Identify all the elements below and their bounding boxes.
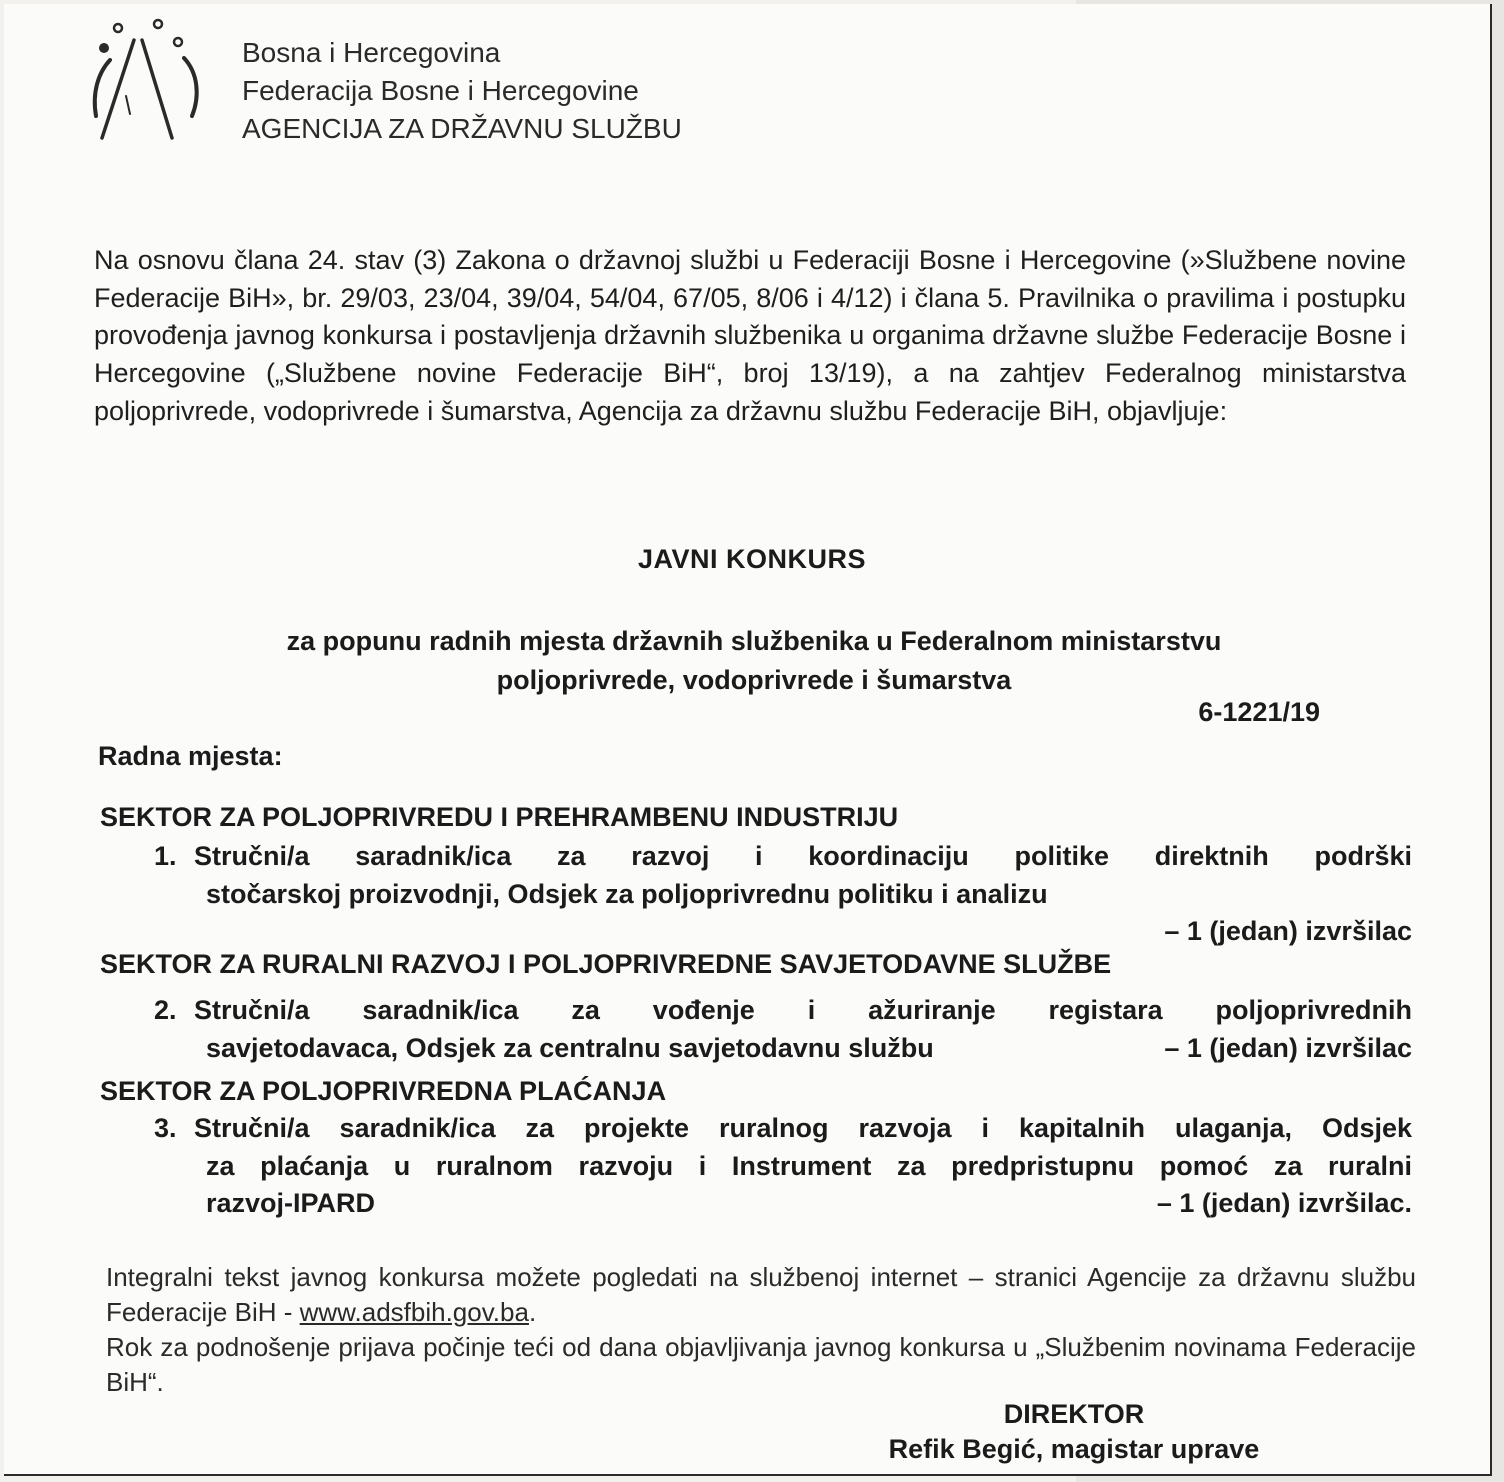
position-3-number: 3.	[154, 1113, 177, 1143]
position-1	[154, 838, 1412, 951]
intro-paragraph: Na osnovu člana 24. stav (3) Zakona o državnoj službi u Federaciji Bosne i Hercegovine (»Službene novine Federacije BiH», br. 29/03, 23/04, 39/04, 54/04, 67/05, 8/06 i 4/12) i člana 5. Pravilnika o pravilima i postupku provođenja javnog konkursa i postavljenja državnih službenika u organima državne službe Federacije Bosne i Hercegovine („Službene novine Federacije BiH“, broj 13/19), a na zahtjev Federalnog ministarstva poljoprivrede, vodoprivrede i šumarstva, Agencija za državnu službu Federacije BiH, objavljuje:	[94, 245, 1406, 426]
position-2	[154, 992, 1412, 1067]
position-3-line-2: za plaćanja u ruralnom razvoju i Instrument za predpristupnu pomoć za ruralni	[206, 1150, 1412, 1181]
signature-block	[854, 1397, 1294, 1467]
sector-1-name: SEKTOR ZA POLJOPRIVREDU I PREHRAMBENU INDUSTRIJU	[100, 802, 899, 832]
position-3-count: – 1 (jedan) izvršilac.	[1156, 1188, 1412, 1218]
position-2-line-2: savjetodavaca, Odsjek za centralnu savjetodavnu službu	[206, 1032, 934, 1063]
footer-text-1: Integralni tekst javnog konkursa možete pogledati na službenoj internet – stranici Agencije za državnu službu Federacije BiH -	[106, 1262, 1416, 1327]
sector-3-name: SEKTOR ZA POLJOPRIVREDNA PLAĆANJA	[100, 1076, 667, 1106]
position-1-count: – 1 (jedan) izvršilac	[1164, 916, 1412, 946]
sector-2-name: SEKTOR ZA RURALNI RAZVOJ I POLJOPRIVREDNE SAVJETODAVNE SLUŽBE	[100, 949, 1112, 979]
position-3-line-1: Stručni/a saradnik/ica za projekte ruralnog razvoja i kapitalnih ulaganja, Odsjek	[194, 1113, 1412, 1143]
footer-text-1-end: .	[528, 1297, 537, 1327]
reference-number: 6-1221/19	[1198, 697, 1320, 727]
footer-text	[106, 1260, 1416, 1400]
position-3	[154, 1110, 1412, 1223]
position-2-line-1: Stručni/a saradnik/ica za vođenje i ažuriranje registara poljoprivrednih	[194, 995, 1412, 1025]
subtitle-line-2: poljoprivrede, vodoprivrede i šumarstva	[496, 665, 1012, 695]
agency-logo-icon	[88, 18, 216, 148]
signature-role: DIREKTOR	[1003, 1399, 1145, 1429]
agency-website-link[interactable]: www.adsfbih.gov.ba	[299, 1297, 529, 1327]
header-country: Bosna i Hercegovina	[242, 37, 501, 68]
position-1-number: 1.	[154, 841, 177, 871]
position-2-count: – 1 (jedan) izvršilac	[1164, 1032, 1412, 1063]
position-2-number: 2.	[154, 995, 177, 1025]
position-1-line-1: Stručni/a saradnik/ica za razvoj i koordinaciju politike direktnih podrški	[194, 841, 1412, 871]
position-1-line-2: stočarskoj proizvodnji, Odsjek za poljoprivrednu politiku i analizu	[206, 878, 1048, 909]
footer-paragraph-2: Rok za podnošenje prijava počinje teći od dana objavljivanja javnog konkursa u „Službenim novinama Federacije BiH“.	[106, 1332, 1416, 1397]
header-agency: AGENCIJA ZA DRŽAVNU SLUŽBU	[242, 113, 682, 144]
footer-paragraph-1	[106, 1260, 1416, 1330]
header-federation: Federacija Bosne i Hercegovine	[242, 75, 639, 106]
notice-subtitle	[154, 622, 1354, 700]
agency-header	[242, 34, 682, 148]
signature-name: Refik Begić, magistar uprave	[888, 1434, 1260, 1464]
public-notice-box	[4, 4, 1492, 1476]
subtitle-line-1: za popunu radnih mjesta državnih službenika u Federalnom ministarstvu	[286, 626, 1222, 656]
notice-title: JAVNI KONKURS	[637, 544, 867, 574]
positions-heading: Radna mjesta:	[98, 741, 283, 771]
position-3-line-3: razvoj-IPARD	[206, 1188, 376, 1218]
